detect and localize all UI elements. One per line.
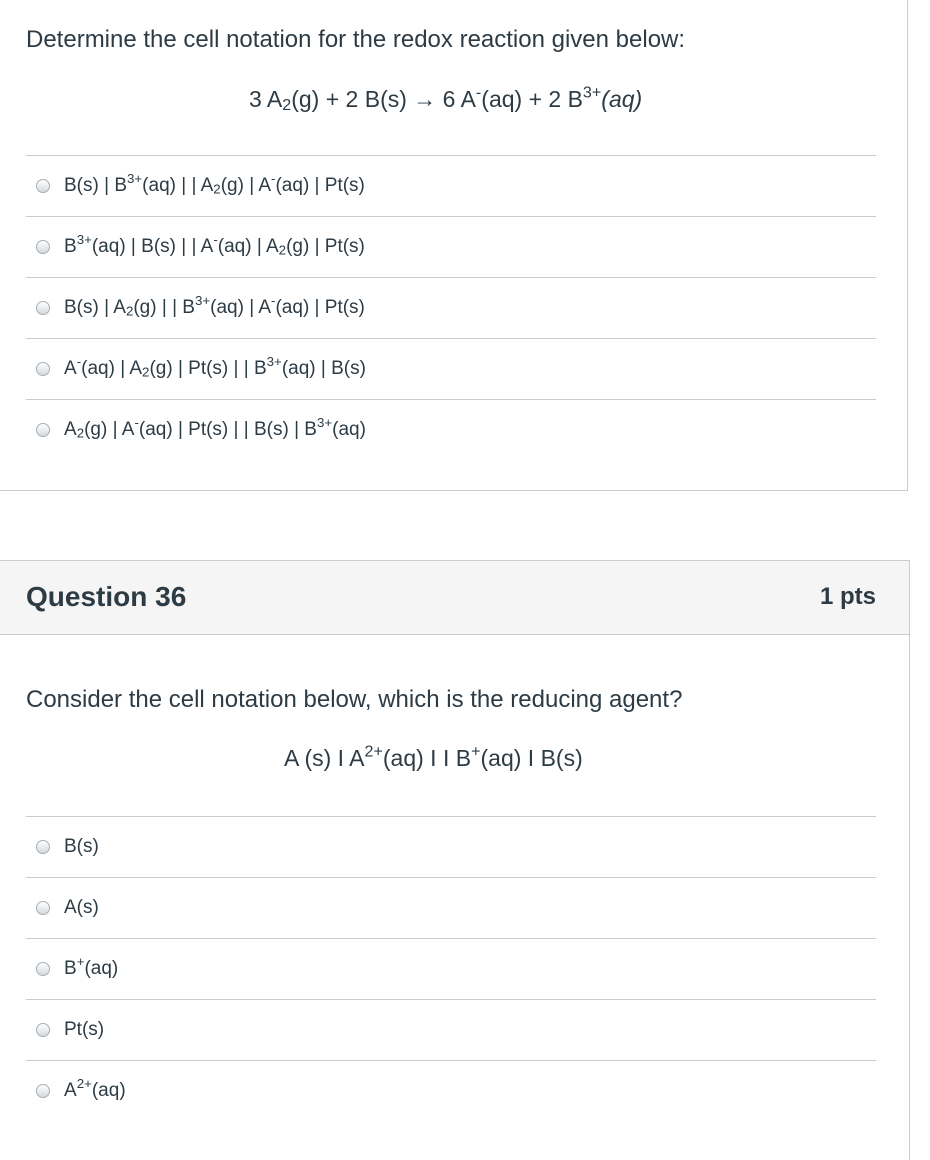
radio-button[interactable] <box>36 1023 50 1037</box>
radio-button[interactable] <box>36 240 50 254</box>
question-title: Question 36 <box>26 581 187 612</box>
answer-option[interactable] <box>26 338 876 399</box>
answer-label: B+(aq) <box>64 954 119 979</box>
question-points: 1 pts <box>819 583 876 610</box>
answer-label: B(s) | $B^{3+}(aq)$ | | $A_2(g)$ | A-(aq) | Pt(s) <box>64 171 365 197</box>
answer-label: $A^{2+}(aq)$ <box>64 1076 126 1101</box>
answer-label: A-(aq) | $A_2(g)$ | Pt(s) | | $B^{3+}(aq)$ | B(s) <box>64 354 366 380</box>
radio-button[interactable] <box>36 840 50 854</box>
answer-option[interactable] <box>26 1060 876 1121</box>
answer-label: A(s) <box>64 897 99 918</box>
answer-option[interactable] <box>26 399 876 460</box>
question-header <box>0 561 909 635</box>
answer-option[interactable] <box>26 277 876 338</box>
radio-button[interactable] <box>36 423 50 437</box>
question-36-card <box>0 560 910 1160</box>
radio-button[interactable] <box>36 301 50 315</box>
radio-button[interactable] <box>36 179 50 193</box>
question-36-prompt: Consider the cell notation below, which is the reducing agent? <box>26 686 683 713</box>
question-36-equation: A (s) I $A^{2+}(aq)$ I I B+(aq) I B(s) <box>284 742 583 771</box>
question-35-equation: 3 $A_2(g) + 2$ B(s) → 6 A-(aq) + 2 $B^{3+}(aq)$ <box>249 83 643 115</box>
answer-option[interactable] <box>26 877 876 938</box>
answer-label: $B^{3+}(aq)$ | B(s) | | A-(aq) | $A_2(g)$ | Pt(s) <box>64 232 365 258</box>
radio-button[interactable] <box>36 362 50 376</box>
radio-button[interactable] <box>36 901 50 915</box>
answer-label: B(s) <box>64 836 99 857</box>
question-35-answers <box>26 155 876 460</box>
question-35-card <box>0 0 908 491</box>
question-36-answers <box>26 816 876 1121</box>
answer-label: B(s) | $A_2(g)$ | | $B^{3+}(aq)$ | A-(aq) | Pt(s) <box>64 293 365 319</box>
answer-option[interactable] <box>26 155 876 216</box>
answer-option[interactable] <box>26 938 876 999</box>
answer-label: Pt(s) <box>64 1019 105 1040</box>
radio-button[interactable] <box>36 1084 50 1098</box>
answer-label: $A_2(g)$ | A-(aq) | Pt(s) | | B(s) | $B^{3+}(aq)$ <box>64 415 366 441</box>
answer-option[interactable] <box>26 816 876 877</box>
answer-option[interactable] <box>26 216 876 277</box>
question-35-prompt: Determine the cell notation for the redox reaction given below: <box>26 26 686 53</box>
radio-button[interactable] <box>36 962 50 976</box>
answer-option[interactable] <box>26 999 876 1060</box>
